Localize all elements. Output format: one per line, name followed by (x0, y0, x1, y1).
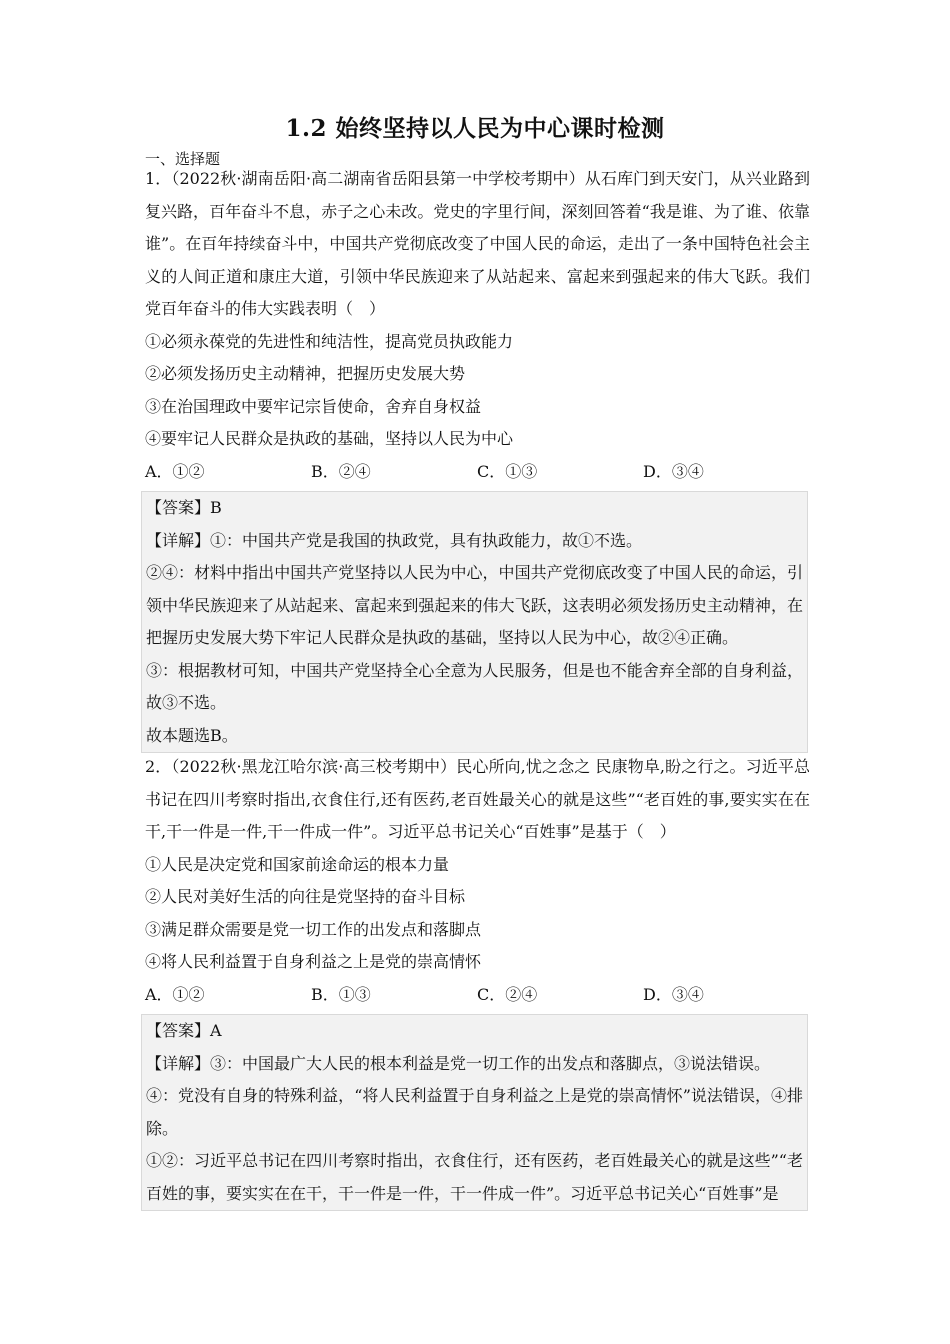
analysis-line: ②④：材料中指出中国共产党坚持以人民为中心，中国共产党彻底改变了中国人民的命运，引领中华民族迎来了从站起来、富起来到强起来的伟大飞跃，这表明必须发扬历史主动精神，在把握历史发展大势下牢记人民群众是执政的基础，坚持以人民为中心，故②④正确。 (146, 563, 803, 647)
statement-item: ④将人民利益置于自身利益之上是党的崇高情怀 (145, 952, 482, 971)
answer-box-1 (141, 491, 808, 753)
answer-options (145, 979, 810, 1012)
statement-item: ①人民是决定党和国家前途命运的根本力量 (145, 854, 450, 874)
analysis-line: 【详解】③：中国最广大人民的根本利益是党一切工作的出发点和落脚点，③说法错误。 (146, 1053, 771, 1073)
option-a: A．①② (145, 461, 205, 481)
option-d: D．③④ (643, 984, 704, 1004)
answer-key: 【答案】B (146, 498, 222, 517)
question-1 (145, 163, 810, 488)
analysis-line: 故本题选B。 (146, 725, 238, 745)
answer-options (145, 456, 810, 489)
analysis-line: 【详解】①：中国共产党是我国的执政党，具有执政能力，故①不选。 (146, 530, 643, 550)
answer-key: 【答案】A (146, 1021, 222, 1040)
statement-item: ②人民对美好生活的向往是党坚持的奋斗目标 (145, 887, 466, 906)
option-b: B．②④ (311, 461, 371, 481)
statement-item: ①必须永葆党的先进性和纯洁性，提高党员执政能力 (145, 331, 514, 351)
statement-item: ③满足群众需要是党一切工作的出发点和落脚点 (145, 919, 482, 939)
question-stem: 2．（2022秋·黑龙江哈尔滨·高三校考期中）民心所向,忧之念之 民康物阜,盼之行之。习近平总书记在四川考察时指出,衣食住行,还有医药,老百姓最关心的就是这些”“老百姓的事,要实实在在干,干一件是一件,干一件成一件”。习近平总书记关心“百姓事”是基于（ ） (145, 757, 810, 841)
question-2 (145, 751, 810, 1011)
option-c: C．①③ (477, 461, 538, 481)
option-d: D．③④ (643, 461, 704, 481)
question-stem: 1．（2022秋·湖南岳阳·高二湖南省岳阳县第一中学校考期中）从石库门到天安门，从兴业路到复兴路，百年奋斗不息，赤子之心未改。党史的字里行间，深刻回答着“我是谁、为了谁、依靠谁”。在百年持续奋斗中，中国共产党彻底改变了中国人民的命运，走出了一条中国特色社会主义的人间正道和康庄大道，引领中华民族迎来了从站起来、富起来到强起来的伟大飞跃。我们党百年奋斗的伟大实践表明（ ） (145, 169, 810, 318)
statement-item: ②必须发扬历史主动精神，把握历史发展大势 (145, 364, 466, 383)
analysis-line: ④：党没有自身的特殊利益，“将人民利益置于自身利益之上是党的崇高情怀”说法错误，④排除。 (146, 1086, 803, 1138)
section-heading: 一、选择题 (145, 150, 221, 168)
statement-item: ④要牢记人民群众是执政的基础，坚持以人民为中心 (145, 429, 514, 448)
page-title: 1.2 始终坚持以人民为中心课时检测 (285, 115, 665, 142)
option-a: A．①② (145, 984, 205, 1004)
answer-box-2 (141, 1014, 808, 1211)
option-c: C．②④ (477, 984, 538, 1004)
analysis-line: ③：根据教材可知，中国共产党坚持全心全意为人民服务，但是也不能舍弃全部的自身利益，故③不选。 (146, 660, 803, 712)
statement-item: ③在治国理政中要牢记宗旨使命，舍弃自身权益 (145, 396, 482, 416)
analysis-line: ①②：习近平总书记在四川考察时指出，衣食住行，还有医药，老百姓最关心的就是这些”“老百姓的事，要实实在在干，干一件是一件，干一件成一件”。习近平总书记关心“百姓事”是 (146, 1151, 803, 1203)
option-b: B．①③ (311, 984, 371, 1004)
